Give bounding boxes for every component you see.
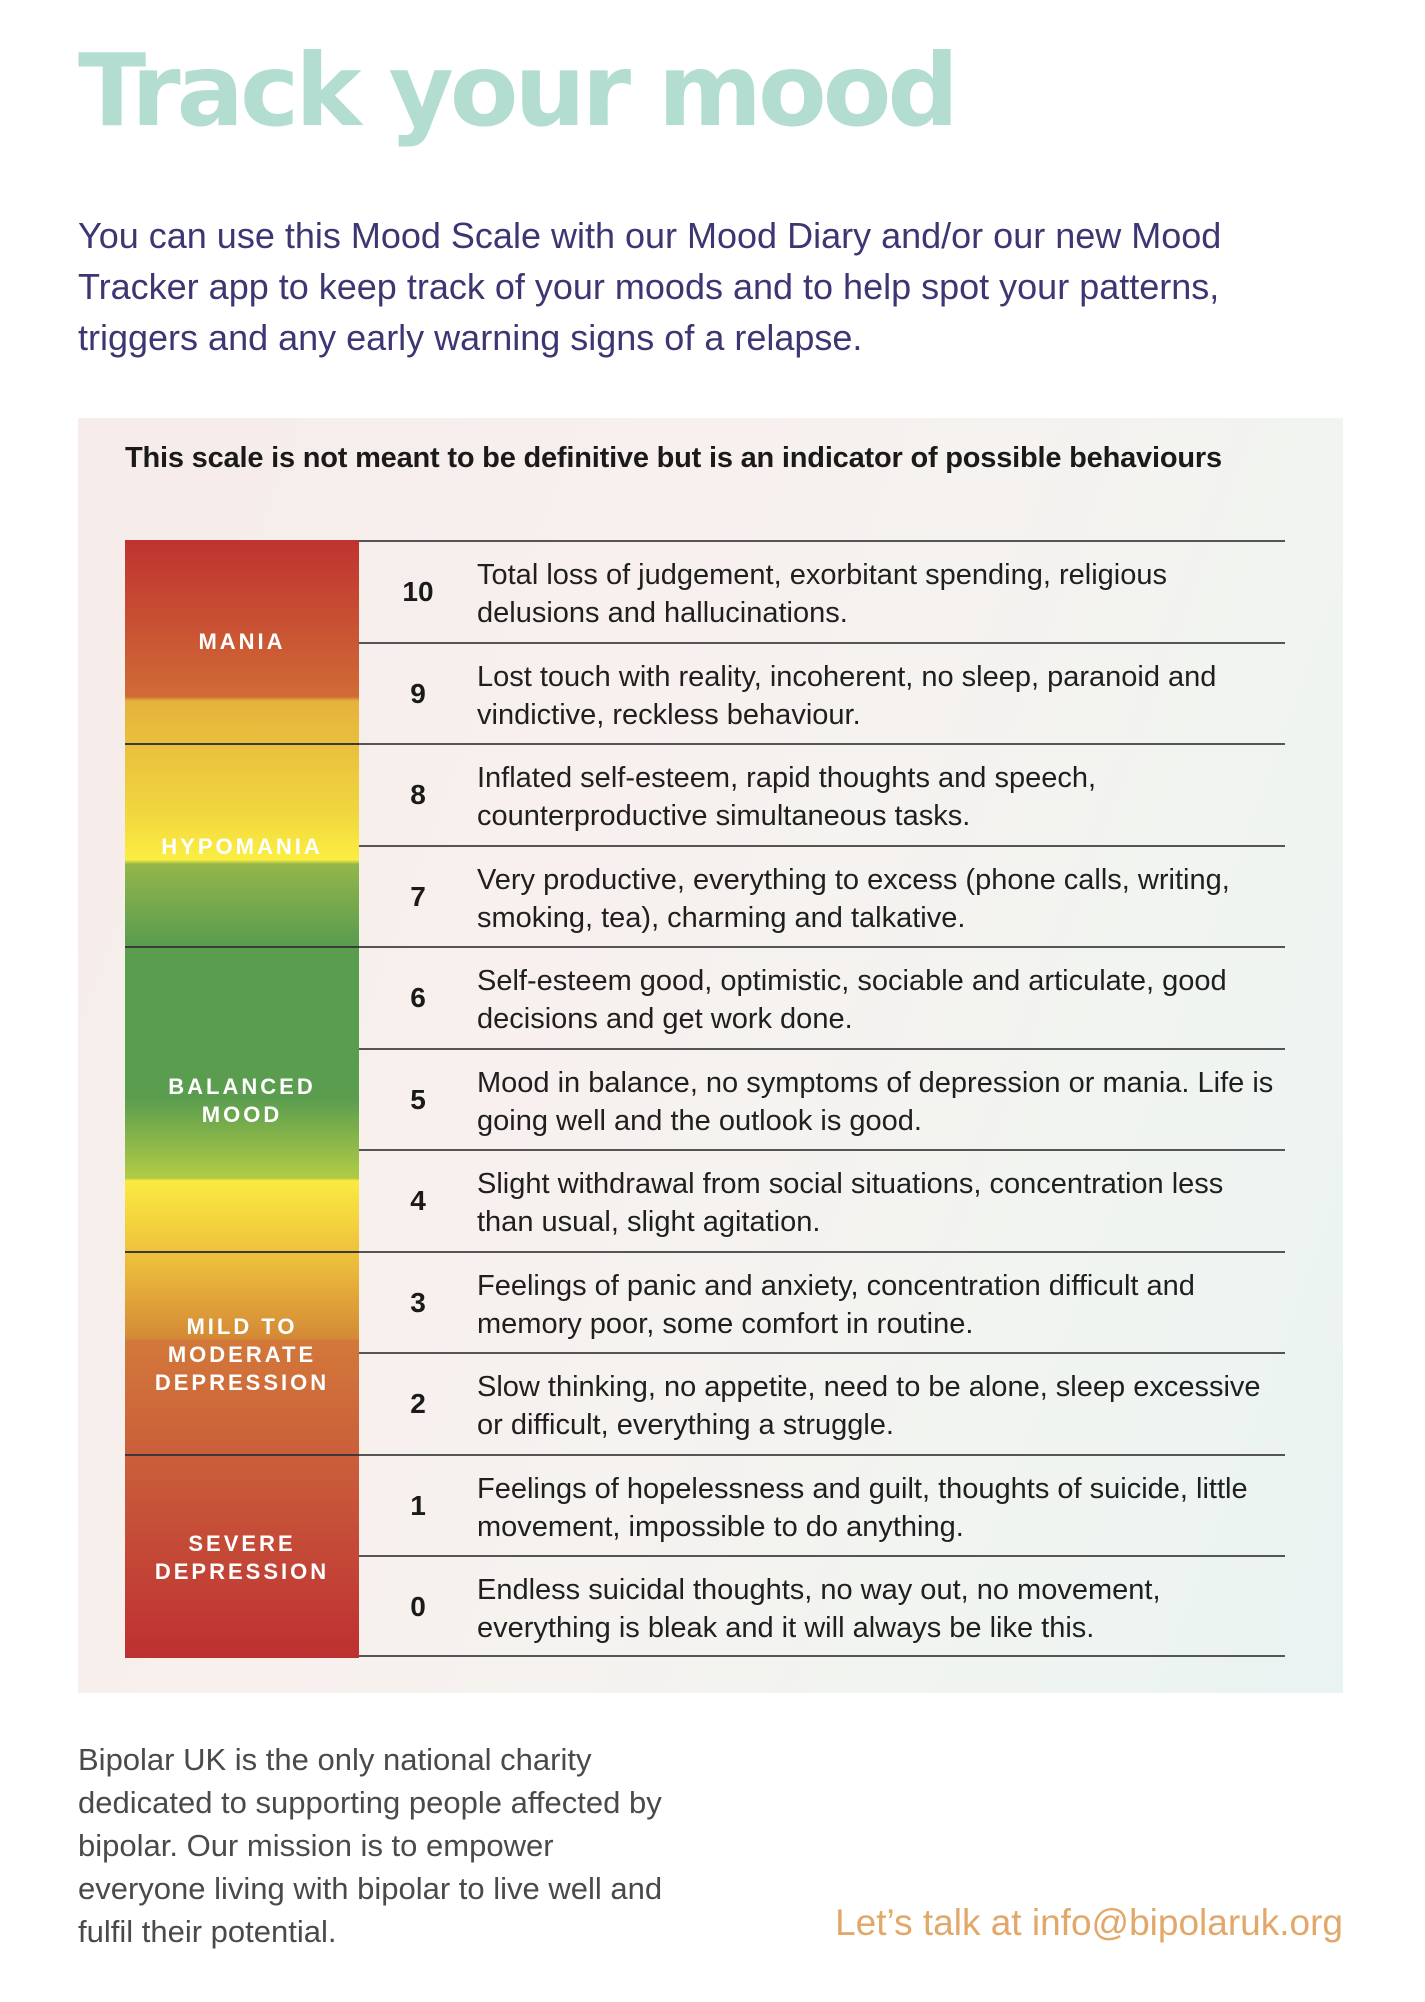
score-number: 6 [410, 982, 426, 1013]
band-label-balanced-mood: BALANCED MOOD [168, 1073, 316, 1127]
band-label-hypomania: HYPOMANIA [161, 833, 323, 859]
band-balanced-mood [125, 946, 359, 1253]
score-description: Feelings of panic and anxiety, concentration difficult and memory poor, some comfort in routine. [477, 1269, 1195, 1340]
scale-row-2 [359, 1352, 1285, 1454]
score-description: Inflated self-esteem, rapid thoughts and speech, counterproductive simultaneous tasks. [477, 762, 1097, 832]
intro-text: You can use this Mood Scale with our Mood Diary and/or our new Mood Tracker app to keep track of your moods and to help spot your patterns, triggers and any early warning signs of a relapse. [78, 215, 1222, 358]
contact-email-link[interactable]: Let’s talk at info@bipolaruk.org [835, 1902, 1343, 1943]
score-description: Feelings of hopelessness and guilt, thoughts of suicide, little movement, impossible to do anything. [477, 1472, 1248, 1543]
score-number: 5 [410, 1083, 426, 1115]
score-description: Very productive, everything to excess (phone calls, writing, smoking, tea), charming and talkative. [477, 863, 1230, 934]
score-number: 3 [410, 1286, 426, 1318]
scale-row-10 [359, 540, 1285, 642]
score-number: 2 [410, 1388, 426, 1419]
scale-row-8 [359, 743, 1285, 845]
scale-row-9 [359, 642, 1285, 744]
score-number: 10 [402, 576, 434, 607]
score-description: Slight withdrawal from social situations, concentration less than usual, slight agitation. [477, 1168, 1224, 1238]
scale-disclaimer: This scale is not meant to be definitive but is an indicator of possible behaviours [125, 442, 1222, 474]
score-number: 9 [410, 677, 426, 709]
score-number: 8 [410, 779, 426, 810]
band-label-mild-to-moderate-depression: MILD TO MODERATE DEPRESSION [154, 1313, 330, 1395]
score-description: Total loss of judgement, exorbitant spending, religious delusions and hallucinations. [477, 559, 1167, 629]
mood-scale-table [125, 540, 1285, 1658]
score-description: Lost touch with reality, incoherent, no sleep, paranoid and vindictive, reckless behaviour. [477, 660, 1217, 731]
scale-row-3 [359, 1251, 1285, 1353]
mood-band-column [125, 540, 359, 1658]
scale-row-6 [359, 946, 1285, 1048]
band-severe-depression [125, 1454, 359, 1660]
page-title: Track your mood [78, 32, 956, 149]
score-description: Mood in balance, no symptoms of depression or mania. Life is going well and the outlook is good. [477, 1066, 1274, 1137]
about-charity-text: Bipolar UK is the only national charity dedicated to supporting people affected by bipolar. Our mission is to empower everyone living with bipolar to live well and fulfil their potential. [78, 1742, 663, 1949]
score-number: 1 [410, 1489, 426, 1521]
band-label-mania: MANIA [198, 628, 286, 654]
score-number: 4 [410, 1185, 426, 1216]
score-number: 7 [410, 880, 426, 912]
score-description: Endless suicidal thoughts, no way out, no movement, everything is bleak and it will always be like this. [477, 1574, 1161, 1644]
score-description: Slow thinking, no appetite, need to be alone, sleep excessive or difficult, everything a struggle. [477, 1371, 1261, 1441]
band-mania [125, 540, 359, 743]
band-mild-to-moderate-depression [125, 1251, 359, 1456]
scale-row-1 [359, 1454, 1285, 1556]
scale-row-5 [359, 1048, 1285, 1150]
scale-row-4 [359, 1149, 1285, 1251]
scale-row-7 [359, 845, 1285, 947]
band-hypomania [125, 743, 359, 948]
band-label-severe-depression: SEVERE DEPRESSION [154, 1531, 330, 1584]
score-number: 0 [410, 1591, 426, 1622]
scale-row-0 [359, 1555, 1285, 1657]
score-description: Self-esteem good, optimistic, sociable and articulate, good decisions and get work done. [477, 965, 1227, 1035]
